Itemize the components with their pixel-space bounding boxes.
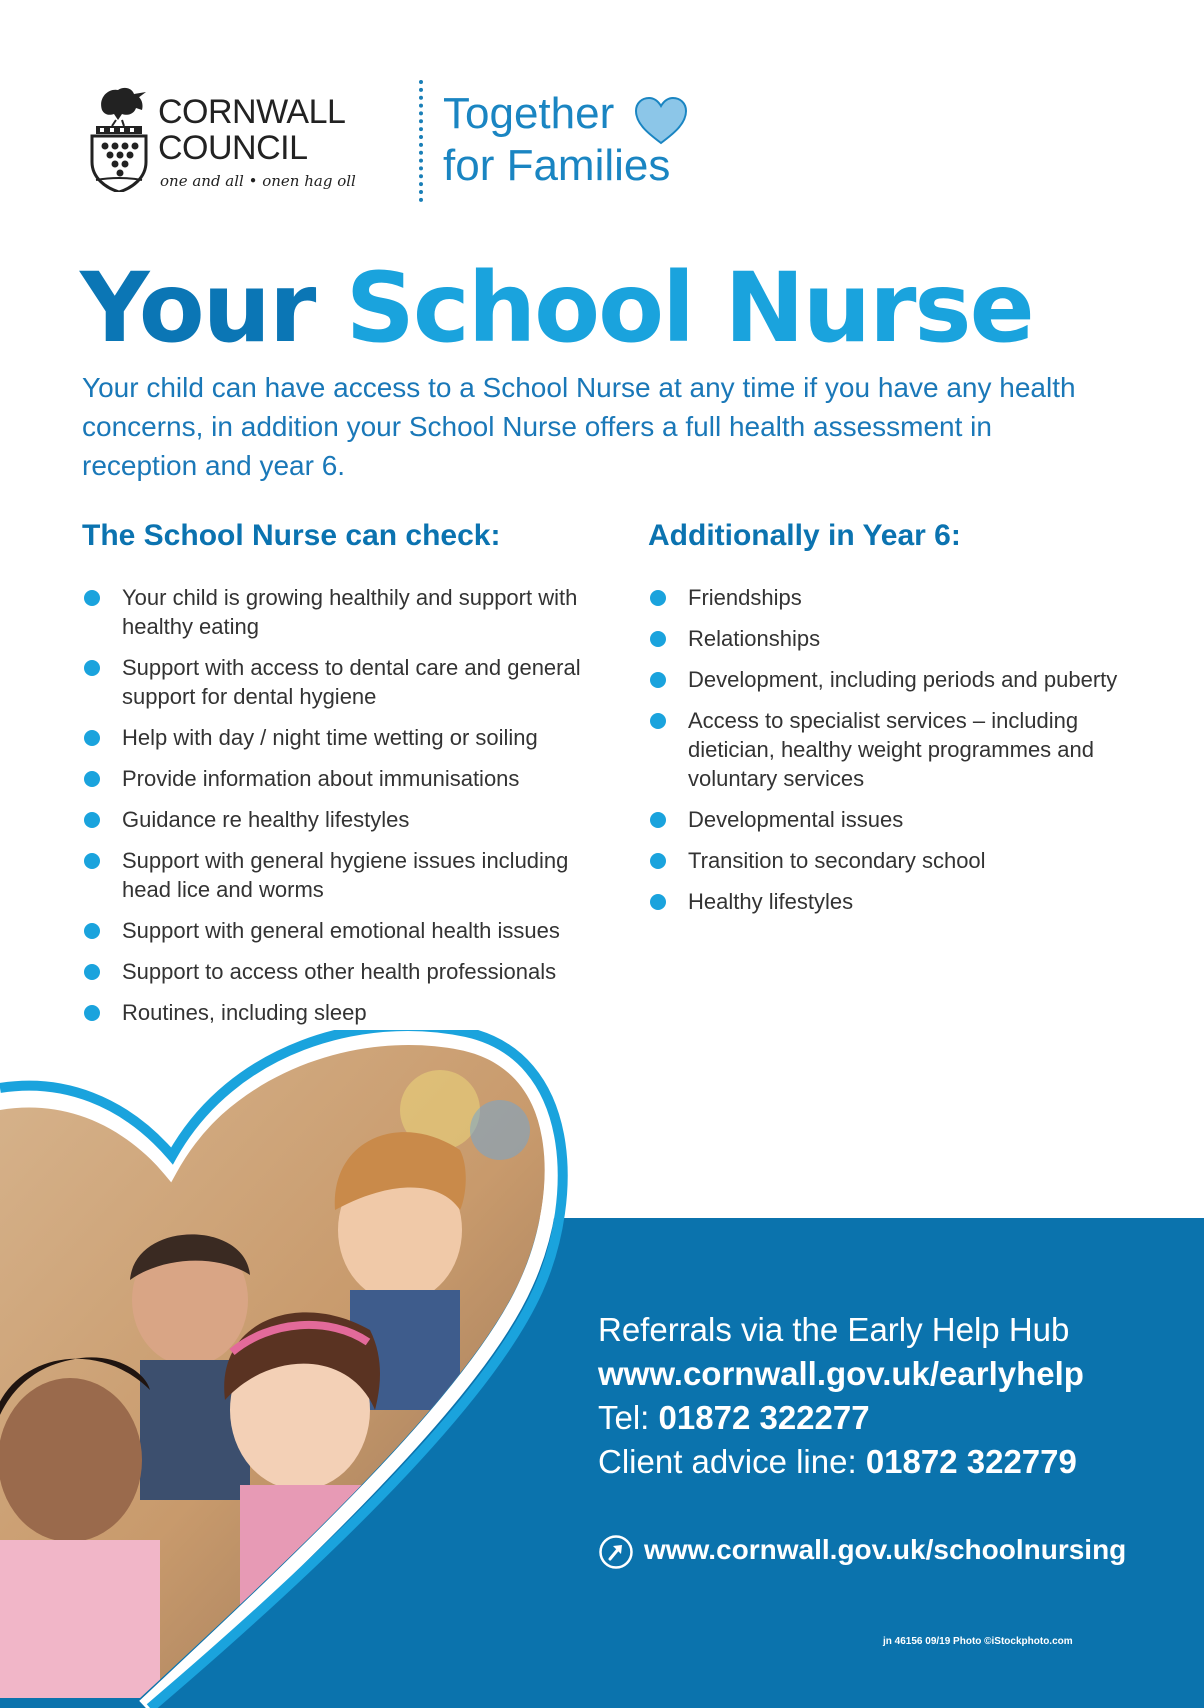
bullet-icon	[650, 812, 666, 828]
list-item: Support with access to dental care and general support for dental hygiene	[82, 653, 612, 711]
council-name: CORNWALL COUNCIL	[158, 93, 346, 167]
bullet-icon	[650, 713, 666, 729]
bullet-icon	[84, 964, 100, 980]
bullet-icon	[84, 660, 100, 676]
list-item: Development, including periods and puberty	[648, 665, 1118, 694]
list-item: Provide information about immunisations	[82, 764, 612, 793]
list-item: Relationships	[648, 624, 1118, 653]
year6-list	[648, 583, 1118, 928]
list-item: Support with general hygiene issues including head lice and worms	[82, 846, 612, 904]
bullet-icon	[84, 730, 100, 746]
list-item: Your child is growing healthily and support with healthy eating	[82, 583, 612, 641]
referral-text: Referrals via the Early Help Hub	[598, 1311, 1070, 1348]
bullet-icon	[84, 1005, 100, 1021]
list-item: Developmental issues	[648, 805, 1118, 834]
list-item: Friendships	[648, 583, 1118, 612]
list-item: Routines, including sleep	[82, 998, 612, 1027]
bullet-icon	[650, 853, 666, 869]
bullet-icon	[84, 771, 100, 787]
right-column-heading: Additionally in Year 6:	[648, 519, 961, 552]
bullet-icon	[84, 590, 100, 606]
list-item: Help with day / night time wetting or soiling	[82, 723, 612, 752]
referral-info	[598, 1308, 1084, 1484]
children-photo-heart	[0, 1030, 620, 1708]
crest-icon	[88, 80, 150, 192]
list-item: Support with general emotional health issues	[82, 916, 612, 945]
advice-number[interactable]: 01872 322779	[865, 1443, 1077, 1480]
early-help-link[interactable]: www.cornwall.gov.uk/earlyhelp	[598, 1355, 1084, 1392]
page-title	[80, 248, 1033, 368]
bullet-icon	[84, 853, 100, 869]
bullet-icon	[650, 590, 666, 606]
intro-paragraph: Your child can have access to a School Nurse at any time if you have any health concerns, in addition your School Nurse offers a full health assessment in reception and year 6.	[82, 372, 1076, 481]
heart-icon	[633, 96, 689, 146]
programme-line-2: for Families	[443, 141, 671, 190]
print-credit: jn 46156 09/19 Photo ©iStockphoto.com	[883, 1636, 1073, 1647]
list-item: Guidance re healthy lifestyles	[82, 805, 612, 834]
bullet-icon	[84, 812, 100, 828]
nurse-checks-list	[82, 583, 612, 1039]
list-item: Access to specialist services – including dietician, healthy weight programmes and voluntary services	[648, 706, 1118, 793]
bullet-icon	[650, 672, 666, 688]
list-item: Support to access other health professionals	[82, 957, 612, 986]
advice-line: Client advice line: 01872 322779	[598, 1443, 1077, 1480]
school-nursing-link[interactable]: www.cornwall.gov.uk/schoolnursing	[644, 1534, 1127, 1565]
bullet-icon	[650, 631, 666, 647]
programme-line-1: Together	[443, 89, 615, 138]
bullet-icon	[84, 923, 100, 939]
logo-divider	[419, 80, 423, 202]
left-column-heading: The School Nurse can check:	[82, 519, 501, 552]
list-item: Transition to secondary school	[648, 846, 1118, 875]
bullet-icon	[650, 894, 666, 910]
title-part-1: Your	[80, 252, 315, 364]
list-item: Healthy lifestyles	[648, 887, 1118, 916]
cornwall-council-logo	[88, 80, 388, 195]
council-motto: one and all • onen hag oll	[160, 172, 356, 190]
telephone-line: Tel: 01872 322277	[598, 1399, 870, 1436]
telephone-number[interactable]: 01872 322277	[658, 1399, 870, 1436]
title-part-2: School Nurse	[345, 252, 1033, 364]
